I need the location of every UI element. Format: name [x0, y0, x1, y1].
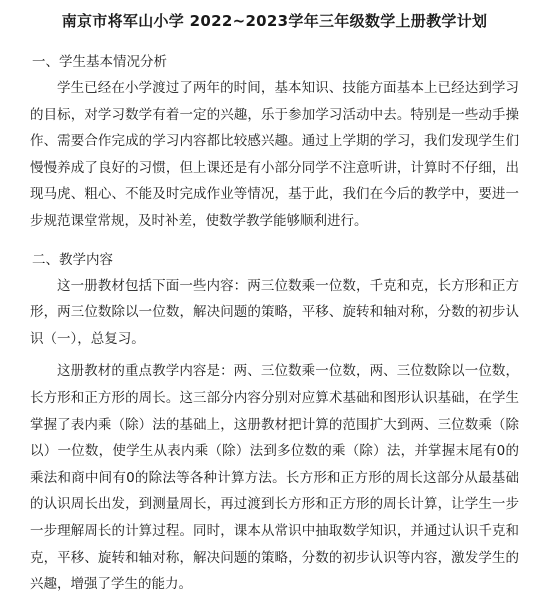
- paragraph-key-content: 这册教材的重点教学内容是：两、三位数乘一位数，两、三位数除以一位数，长方形和正方形的周长。这三部分内容分别对应算术基础和图形认识基础，在学生掌握了表内乘（除）法的基础上，这册教材把计算的范围扩大到两、三位数乘（除以）一位数，使学生从表内乘（除）法到多位数的乘（除）法，并掌握末尾有0的乘法和商中间有0的除法等各种计算方法。长方形和正方形的周长这部分从最基础的认识周长出发，到测量周长，再过渡到长方形和正方形的周长计算，让学生一步一步理解周长的计算过程。同时，课本从常识中抽取数学知识，并通过认识千克和克，平移、旋转和轴对称，解决问题的策略，分数的初步认识等内容，激发学生的兴趣，增强了学生的能力。: [30, 363, 519, 593]
- section-teaching-content: [30, 247, 519, 598]
- paragraph-content-list: 这一册教材包括下面一些内容：两三位数乘一位数，千克和克，长方形和正方形，两三位数除以一位数，解决问题的策略，平移、旋转和轴对称，分数的初步认识（一），总复习。: [30, 277, 519, 347]
- section-heading-teaching-content: 二、教学内容: [32, 251, 114, 268]
- paragraph-student-analysis: 学生已经在小学渡过了两年的时间，基本知识、技能方面基本上已经达到学习的目标，对学习数学有着一定的兴趣，乐于参加学习活动中去。特别是一些动手操作、需要合作完成的学习内容都比较感兴趣。通过上学期的学习，我们发现学生们慢慢养成了良好的习惯，但上课还是有小部分同学不注意听讲，计算时不仔细，出现马虎、粗心、不能及时完成作业等情况，基于此，我们在今后的教学中，要进一步规范课堂常规，及时补差，使数学教学能够顺利进行。: [30, 80, 519, 229]
- document-title: 南京市将军山小学 2022~2023学年三年级数学上册教学计划: [61, 12, 488, 30]
- section-student-analysis: [30, 49, 519, 235]
- section-heading-student-analysis: 一、学生基本情况分析: [32, 54, 168, 70]
